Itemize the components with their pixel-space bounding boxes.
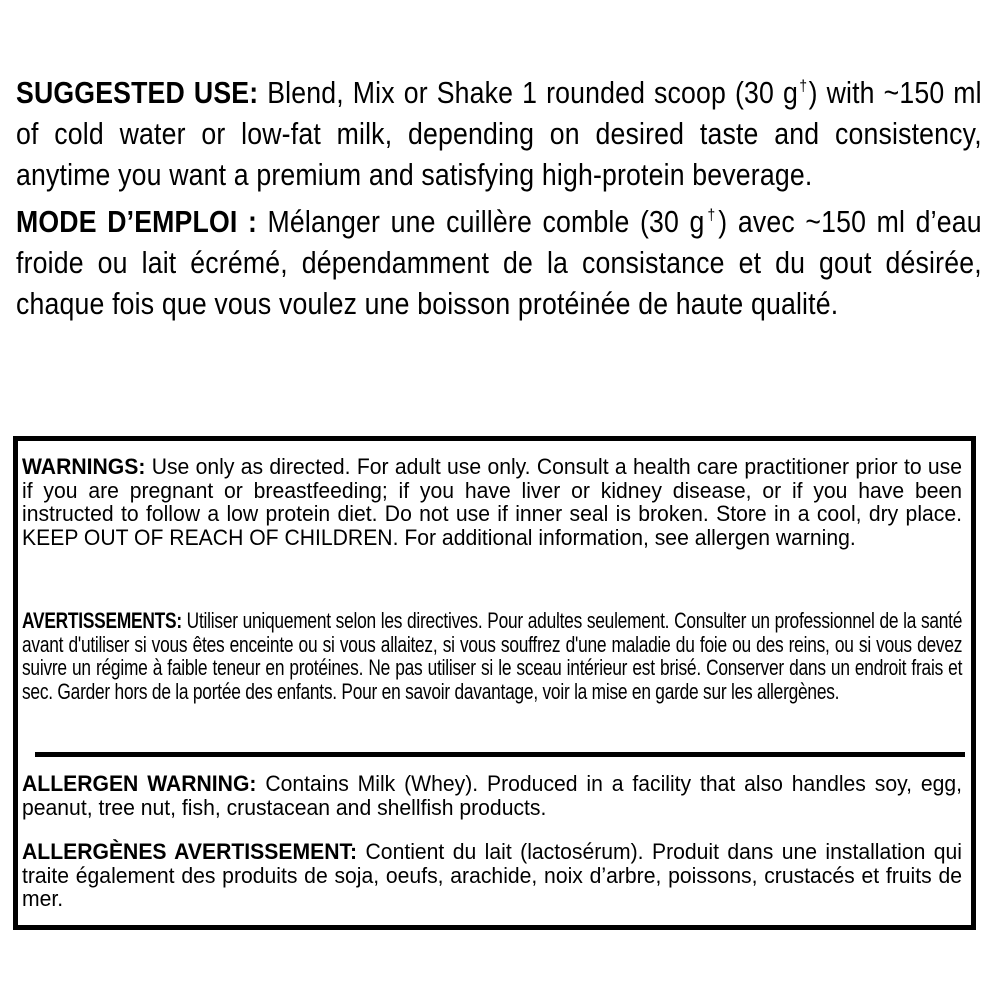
allergenes-paragraph [22,840,962,911]
dagger-mark: † [798,78,809,95]
allergenes-french [22,840,962,911]
warnings-text: Use only as directed. For adult use only. Consult a health care practitioner prior to use if you are pregnant or breastfeeding; if you have liver or kidney disease, or if you have been instructed to follow a low protein diet. Do not use if inner seal is broken. Store in a cool, dry place. KEEP OUT OF REACH OF CHILDREN. For additional information, see allergen warning. [22,454,962,550]
mode-emploi-french [16,201,982,324]
mode-emploi-text-start: Mélanger une cuillère comble (30 g [257,204,705,239]
warnings-label: WARNINGS: [22,454,146,479]
avertissements-label: AVERTISSEMENTS: [22,608,182,633]
suggested-use-label: SUGGESTED USE: [16,75,259,110]
allergen-warning-english [22,772,962,819]
allergen-label: ALLERGEN WARNING: [22,771,257,796]
avertissements-text: Utiliser uniquement selon les directives. Pour adultes seulement. Consulter un professionnel de la santé avant d'utiliser si vous êtes enceinte ou si vous allaitez, si vous souffrez d'une maladie du foie ou des reins, ou si vous devez suivre un régime à faible teneur en protéines. Ne pas utiliser si le sceau intérieur est brisé. Conserver dans un endroit frais et sec. Garder hors de la portée des enfants. Pour en savoir davantage, voir la mise en garde sur les allergènes. [22,608,963,704]
mode-emploi-label: MODE D’EMPLOI : [16,204,258,239]
section-divider [35,752,965,757]
suggested-use-english [16,72,982,195]
avertissements-french [22,609,962,703]
suggested-use-text-start: Blend, Mix or Shake 1 rounded scoop (30 g [258,75,799,110]
allergen-paragraph [22,772,962,819]
warnings-english [22,455,962,549]
allergenes-text: Contient du lait (lactosérum). Produit dans une installation qui traite également des produits de soja, oeufs, arachide, noix d’arbre, poissons, crustacés et fruits de mer. [22,839,962,911]
dagger-mark-fr: † [704,207,719,224]
allergenes-label: ALLERGÈNES AVERTISSEMENT: [22,839,358,864]
allergen-text: Contains Milk (Whey). Produced in a facility that also handles soy, egg, peanut, tree nut, fish, crustacean and shellfish products. [22,771,962,820]
avertissements-paragraph [22,609,962,703]
suggested-use-text-end: ) with ~150 ml of cold water or low-fat milk, depending on desired taste and consistency, anytime you want a premium and satisfying high-protein beverage. [16,75,982,192]
warnings-paragraph [22,455,962,549]
mode-emploi-text-end: ) avec ~150 ml d’eau froide ou lait écrémé, dépendamment de la consistance et du gout désirée, chaque fois que vous voulez une boisson protéinée de haute qualité. [16,204,982,321]
suggested-use-section [16,72,982,330]
